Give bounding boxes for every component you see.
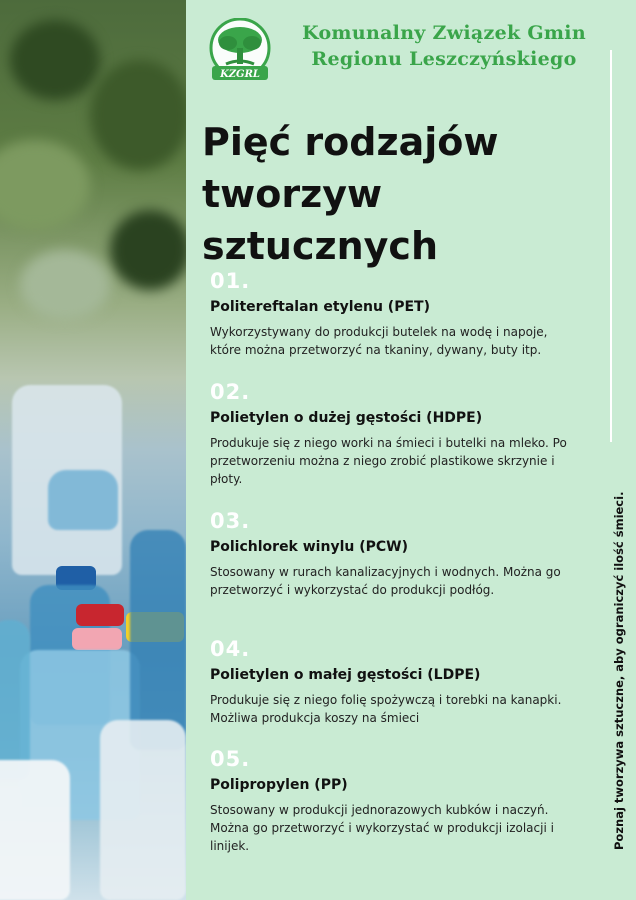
- organization-name-line-1: Komunalny Związek Gmin: [302, 22, 586, 44]
- item-name: Polietylen o małej gęstości (LDPE): [210, 667, 481, 683]
- item-name: Polietylen o dużej gęstości (HDPE): [210, 410, 483, 426]
- item-description: Wykorzystywany do produkcji butelek na wodę i napoje, które można przetworzyć na tkaniny, dywany, buty itp.: [210, 325, 548, 357]
- item-description: Produkuje się z niego worki na śmieci i butelki na mleko. Po przetworzeniu można z niego zrobić plastikowe skrzynie i płoty.: [210, 436, 567, 486]
- item-number: 01.: [210, 269, 251, 293]
- page-title: [202, 116, 582, 272]
- svg-text:KZGRL: KZGRL: [220, 69, 260, 80]
- item-description: Stosowany w rurach kanalizacyjnych i wodnych. Można go przetworzyć i wykorzystać do produkcji podłóg.: [210, 565, 561, 597]
- plastic-type-item-4: [210, 638, 580, 727]
- divider-line: [610, 50, 612, 442]
- plastic-type-item-3: [210, 510, 580, 599]
- item-number: 04.: [210, 637, 251, 661]
- item-name: Polichlorek winylu (PCW): [210, 539, 408, 555]
- title-line-2: tworzyw: [202, 172, 383, 216]
- kzgrl-logo: [206, 18, 274, 82]
- organization-name: [284, 20, 604, 72]
- item-number: 03.: [210, 509, 251, 533]
- side-tagline: Poznaj tworzywa sztuczne, aby ograniczyć ilość śmieci.: [612, 491, 626, 850]
- title-line-3: sztucznych: [202, 224, 438, 268]
- item-description: Stosowany w produkcji jednorazowych kubków i naczyń. Można go przetworzyć i wykorzystać w produkcji izolacji i linijek.: [210, 803, 554, 853]
- item-number: 02.: [210, 380, 251, 404]
- organization-name-line-2: Regionu Leszczyńskiego: [311, 48, 577, 70]
- plastic-type-item-2: [210, 381, 580, 488]
- item-name: Polipropylen (PP): [210, 777, 348, 793]
- plastic-bottles-photo: [0, 0, 186, 900]
- item-description: Produkuje się z niego folię spożywczą i torebki na kanapki. Możliwa produkcja koszy na śmieci: [210, 693, 562, 725]
- plastic-type-item-1: [210, 270, 580, 359]
- plastic-type-item-5: [210, 748, 580, 855]
- item-number: 05.: [210, 747, 251, 771]
- title-line-1: Pięć rodzajów: [202, 120, 499, 164]
- item-name: Politereftalan etylenu (PET): [210, 299, 430, 315]
